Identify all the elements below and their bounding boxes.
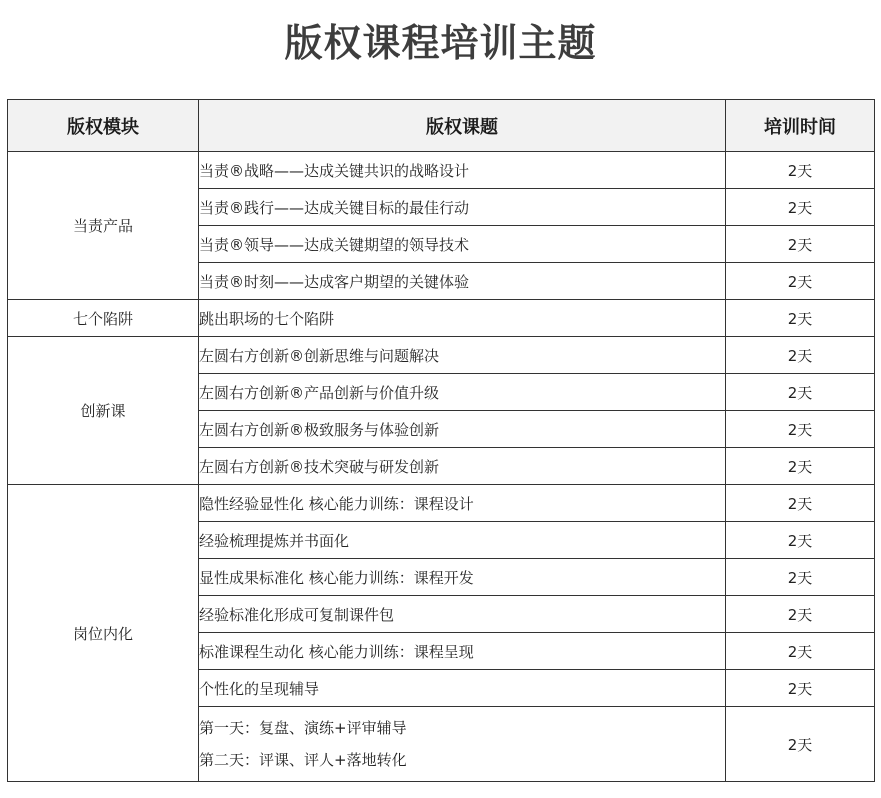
duration-cell: 2天 (726, 485, 875, 522)
table-row (8, 152, 875, 189)
duration-cell: 2天 (726, 152, 875, 189)
topic-cell: 经验梳理提炼并书面化 (199, 522, 726, 559)
duration-cell: 2天 (726, 707, 875, 782)
topic-cell (199, 707, 726, 782)
duration-cell: 2天 (726, 559, 875, 596)
page-title: 版权课程培训主题 (284, 21, 597, 65)
duration-cell: 2天 (726, 374, 875, 411)
module-cell: 创新课 (8, 337, 199, 485)
duration-cell: 2天 (726, 522, 875, 559)
topic-cell: 个性化的呈现辅导 (199, 670, 726, 707)
topic-cell: 当责®践行——达成关键目标的最佳行动 (199, 189, 726, 226)
duration-cell: 2天 (726, 633, 875, 670)
header-module: 版权模块 (8, 100, 199, 152)
duration-cell: 2天 (726, 226, 875, 263)
duration-cell: 2天 (726, 448, 875, 485)
topic-cell: 跳出职场的七个陷阱 (199, 300, 726, 337)
topic-cell: 经验标准化形成可复制课件包 (199, 596, 726, 633)
module-cell: 当责产品 (8, 152, 199, 300)
topic-cell: 当责®时刻——达成客户期望的关键体验 (199, 263, 726, 300)
topic-cell: 当责®战略——达成关键共识的战略设计 (199, 152, 726, 189)
topic-cell: 左圆右方创新®创新思维与问题解决 (199, 337, 726, 374)
module-cell: 七个陷阱 (8, 300, 199, 337)
topic-cell: 显性成果标准化 核心能力训练：课程开发 (199, 559, 726, 596)
duration-cell: 2天 (726, 670, 875, 707)
table-row (8, 337, 875, 374)
topic-cell: 当责®领导——达成关键期望的领导技术 (199, 226, 726, 263)
duration-cell: 2天 (726, 337, 875, 374)
topic-line-day2: 第二天：评课、评人+落地转化 (199, 751, 407, 769)
header-row (8, 100, 875, 152)
topic-cell: 左圆右方创新®产品创新与价值升级 (199, 374, 726, 411)
duration-cell: 2天 (726, 411, 875, 448)
table-row (8, 485, 875, 522)
duration-cell: 2天 (726, 300, 875, 337)
header-duration: 培训时间 (726, 100, 875, 152)
duration-cell: 2天 (726, 263, 875, 300)
duration-cell: 2天 (726, 596, 875, 633)
topic-cell: 标准课程生动化 核心能力训练：课程呈现 (199, 633, 726, 670)
table-row (8, 300, 875, 337)
course-table (7, 99, 875, 782)
module-cell: 岗位内化 (8, 485, 199, 782)
header-topic: 版权课题 (199, 100, 726, 152)
topic-cell: 左圆右方创新®技术突破与研发创新 (199, 448, 726, 485)
topic-cell: 隐性经验显性化 核心能力训练：课程设计 (199, 485, 726, 522)
duration-cell: 2天 (726, 189, 875, 226)
topic-line-day1: 第一天：复盘、演练+评审辅导 (199, 719, 407, 737)
topic-cell: 左圆右方创新®极致服务与体验创新 (199, 411, 726, 448)
